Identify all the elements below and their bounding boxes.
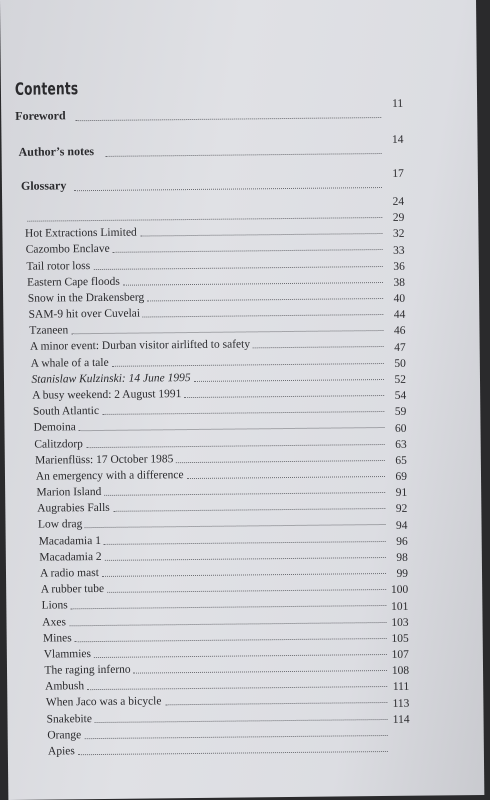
toc-leader-dots [74,187,382,191]
toc-leader-dots [253,346,384,348]
toc-entry-label: Augrabies Falls [37,502,110,515]
toc-page-number: 111 [392,681,410,694]
toc-entry-label: Snow in the Drakensberg [27,291,145,305]
toc-page-number: 65 [395,454,407,467]
toc-entry-label: Vlammies [43,647,92,661]
toc-entry-label: A minor event: Durban visitor airlifted to safety [29,338,251,354]
toc-entry-label: A busy weekend: 2 August 1991 [32,388,182,402]
toc-page-number: 17 [392,167,404,180]
toc-entry-label: Calitzdorp [34,437,83,451]
toc-entry-label: Glossary [20,178,67,193]
toc-page-number: 69 [395,470,408,483]
toc-entry-label: Lions [41,599,68,612]
toc-leader-dots [75,117,381,121]
toc-page-number: 105 [391,632,409,645]
toc-entry-label: South Atlantic [32,405,100,418]
toc-leader-dots [78,751,388,755]
toc-entry-label: Ambush [45,680,85,693]
toc-page-number: 11 [391,97,404,110]
toc-page-number: 36 [393,260,405,273]
toc-entry-label: An emergency with a difference [35,468,184,483]
toc-page-number: 44 [393,309,406,322]
toc-page-number: 96 [396,535,408,548]
toc-page-number: 50 [394,357,406,370]
toc-page-number: 99 [396,567,409,581]
toc-entry-label: Cazombo Enclave [25,243,110,257]
toc-entry-label: Axes [42,615,66,629]
toc-page-number: 59 [394,406,407,419]
toc-page-number: 46 [393,325,406,338]
toc-page-number: 14 [391,133,404,146]
toc-page-number: 24 [392,195,405,208]
toc-entry-label: Snakebite [46,712,92,726]
toc-page-number: 29 [392,211,405,225]
toc-entry-label: Macadamia 2 [39,550,102,564]
toc-page-number: 52 [394,373,407,386]
toc-page-number: 101 [391,600,409,613]
page-title: Contents [14,79,79,100]
toc-entry-label: Tail rotor loss [26,259,91,273]
toc-page-number: 91 [395,486,408,500]
toc-entry-foreword [1,97,477,124]
toc-page-number: 94 [395,519,408,532]
toc-page-number: 92 [395,503,408,516]
toc-page-number: 47 [394,341,406,354]
toc-page-number: 108 [391,664,410,678]
toc-leader-dots [106,153,382,157]
toc-entry-label: Macadamia 1 [38,534,101,548]
toc-page-number: 114 [392,713,410,726]
toc-entry-glossary [2,167,478,194]
toc-page-number: 54 [394,389,407,403]
toc-entry-label: Marienflüss: 17 October 1985 [35,452,174,467]
toc-entry-label: The raging inferno [44,663,131,677]
toc-page-number: 40 [393,292,406,305]
toc-entry-label: Tzaneen [29,324,69,337]
toc-page-number: 33 [393,244,405,257]
toc-entry-authors-notes [2,133,478,160]
toc-page-number: 100 [390,584,409,597]
toc-entry-label: Demoina [33,421,76,434]
toc-entry-label: Foreword [15,108,66,123]
toc-entry-label: Marion Island [36,486,102,499]
toc-page-number: 107 [391,648,409,661]
toc-entry-label: Low drag [37,518,83,532]
toc-entry-label: SAM-9 hit over Cuvelai [28,307,141,321]
toc-page-number: 113 [392,697,410,710]
toc-entry-label: Apies [47,745,75,758]
toc-entry-label: Mines [42,631,72,645]
toc-page-number: 38 [393,276,406,289]
toc-page-number: 60 [394,422,407,435]
toc-page-number: 63 [395,438,407,451]
toc-entry-label: Hot Extractions Limited [24,226,137,240]
toc-entry-label: When Jaco was a bicycle [45,695,162,709]
toc-page-number: 103 [391,616,409,629]
toc-entry-label: Stanislaw Kulzinski: 14 June 1995 [31,371,191,386]
toc-page-number: 32 [392,228,405,241]
toc-entry-label: A whale of a tale [30,356,109,370]
toc-entry-label: Eastern Cape floods [27,275,120,289]
toc-entry-label: A rubber tube [40,583,105,596]
toc-entry-label: Orange [47,728,82,742]
toc-page-number: 98 [396,551,408,564]
toc-entry-label: Author’s notes [18,144,95,159]
toc-entry-label: A radio mast [40,566,99,580]
